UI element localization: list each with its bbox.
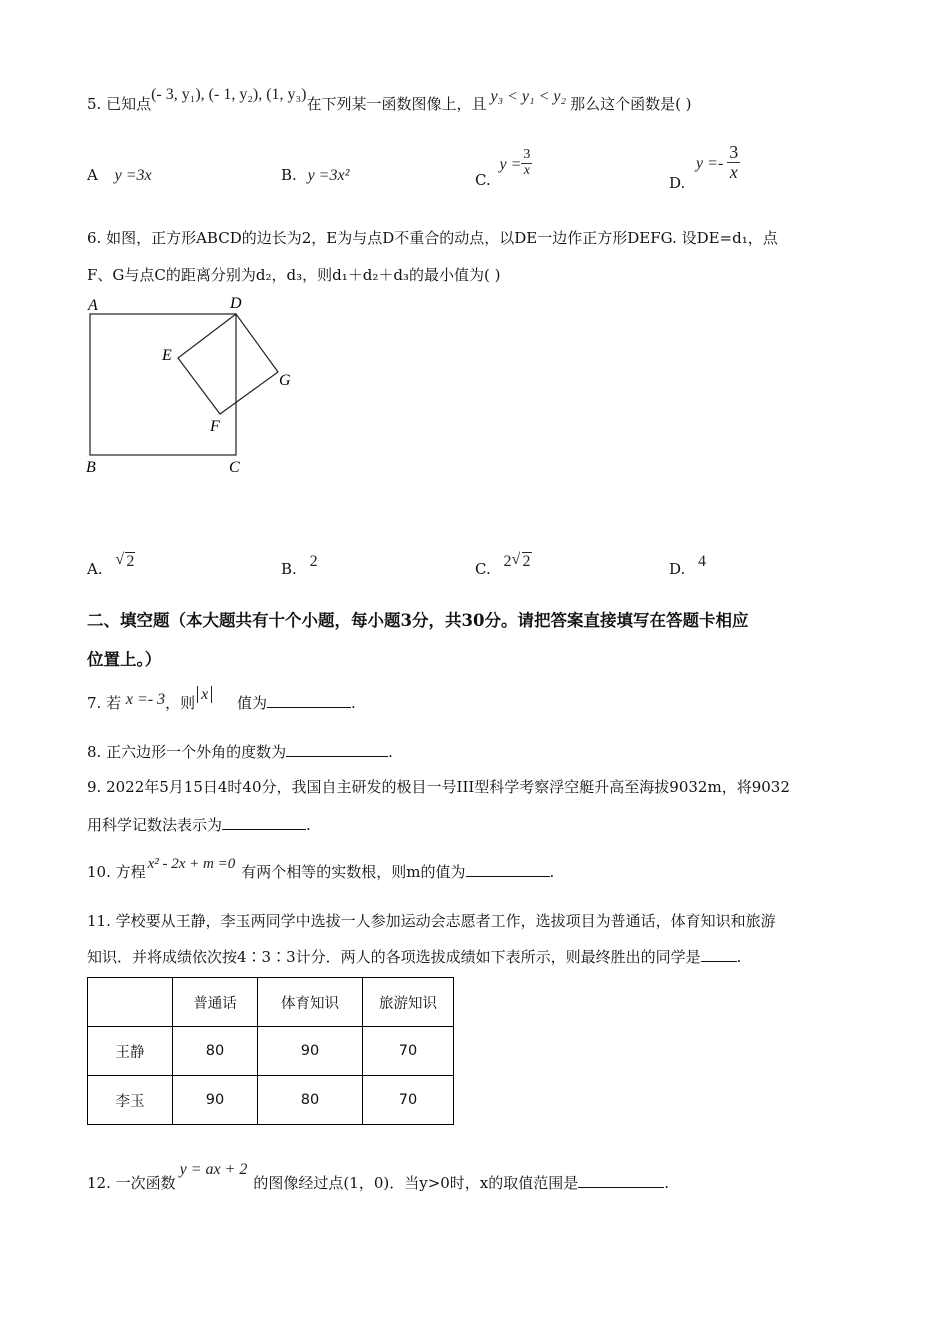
- table-cell: 70: [363, 1076, 454, 1125]
- q7-suffix: 值为: [237, 694, 268, 712]
- label-f: F: [210, 418, 220, 435]
- sqrt-expr: [115, 553, 135, 571]
- table-header-cell: 普通话: [173, 978, 258, 1027]
- option-expr: y =3x: [114, 167, 152, 184]
- q7-expr: x =- 3: [125, 691, 166, 708]
- q6-option-d: [669, 552, 707, 578]
- table-header-cell: 旅游知识: [363, 978, 454, 1027]
- q10-prefix: 10. 方程: [87, 863, 146, 881]
- table-cell: 90: [173, 1076, 258, 1125]
- q11-text: 知识．并将成绩依次按4∶3∶3计分．两人的各项选拔成绩如下表所示，则最终胜出的同学是: [87, 948, 701, 966]
- table-row: [88, 1076, 454, 1125]
- option-expr-left: y =-: [696, 155, 724, 173]
- sqrt-icon: √: [115, 551, 125, 568]
- label-e: E: [162, 347, 172, 364]
- period: .: [736, 948, 742, 966]
- option-expr: y =3x²: [307, 167, 350, 184]
- q5-condition: y₃ < y₁ < y₂: [490, 88, 567, 105]
- q6-figure: [82, 292, 302, 482]
- q5-option-d: [669, 142, 740, 193]
- q10-expr: x² - 2x + m =0: [147, 856, 236, 872]
- q8-text: 8. 正六边形一个外角的度数为: [87, 743, 287, 761]
- option-label: C.: [475, 560, 491, 578]
- answer-blank[interactable]: [578, 1173, 664, 1188]
- q9-line1: 9. 2022年5月15日4时40分，我国自主研发的极目一号III型科学考察浮空艇升高至海拔9032m，将9032: [87, 778, 790, 796]
- option-label: B.: [281, 166, 297, 184]
- label-d: D: [230, 295, 242, 312]
- q12-expr: y = ax + 2: [179, 1161, 248, 1178]
- label-a: A: [88, 297, 98, 314]
- fraction-num: 3: [523, 147, 531, 162]
- table-header-row: [88, 978, 454, 1027]
- q12-prefix: 12. 一次函数: [87, 1174, 176, 1192]
- q9-text: 用科学记数法表示为: [87, 816, 223, 834]
- option-label: A.: [87, 560, 103, 578]
- radicand: 2: [126, 553, 135, 570]
- table-cell: 王静: [88, 1027, 173, 1076]
- answer-blank[interactable]: [286, 742, 388, 757]
- q6-line2: F、G与点C的距离分别为d₂，d₃，则d₁＋d₂＋d₃的最小值为( ): [87, 266, 501, 284]
- sqrt-icon: √: [511, 551, 521, 568]
- q7-line: [87, 686, 356, 713]
- label-b: B: [86, 459, 96, 476]
- square-defg: [178, 314, 278, 414]
- option-expr-left: y =: [499, 156, 522, 174]
- table-cell: 80: [258, 1076, 363, 1125]
- q7-middle: ，则: [165, 694, 196, 712]
- q8-line: [87, 741, 393, 762]
- period: .: [306, 816, 311, 834]
- q5-prefix: 5. 已知点: [87, 95, 152, 113]
- period: .: [388, 743, 393, 761]
- option-label: A: [87, 166, 98, 184]
- score-table: [87, 977, 454, 1125]
- fraction: [727, 143, 740, 182]
- period: .: [664, 1174, 670, 1192]
- answer-blank[interactable]: [466, 862, 550, 877]
- q9-line2: [87, 814, 311, 835]
- period: .: [351, 694, 356, 712]
- fraction-num: 3: [729, 142, 739, 162]
- q5-option-b: [281, 166, 349, 185]
- q11-line2: [87, 946, 741, 967]
- option-value: 4: [698, 553, 707, 570]
- answer-blank[interactable]: [267, 693, 351, 708]
- option-label: D.: [669, 174, 686, 193]
- q6-option-b: [281, 552, 318, 578]
- q11-line1: 11. 学校要从王静，李玉两同学中选拔一人参加运动会志愿者工作，选拔项目为普通话，体育知识和旅游: [87, 912, 776, 930]
- table-row: [88, 1027, 454, 1076]
- period: .: [549, 863, 555, 881]
- table-header-cell: 体育知识: [258, 978, 363, 1027]
- option-label: B.: [281, 560, 297, 578]
- sqrt-expr: [512, 553, 532, 571]
- table-cell: 80: [173, 1027, 258, 1076]
- section2-title-line1: 二、填空题（本大题共有十个小题，每小题3分，共30分。请把答案直接填写在答题卡相应: [87, 611, 749, 630]
- q5-middle: 在下列某一函数图像上，且: [306, 95, 487, 113]
- table-cell: 李玉: [88, 1076, 173, 1125]
- q12-line: [87, 1161, 670, 1193]
- q10-suffix: 有两个相等的实数根，则m的值为: [241, 863, 466, 881]
- option-label: D.: [669, 560, 686, 578]
- section2-title-line2: 位置上。）: [87, 650, 162, 669]
- option-label: C.: [475, 171, 491, 190]
- fraction-den: x: [523, 162, 531, 178]
- q7-abs-expr: x: [197, 686, 212, 703]
- q5-option-a: [87, 166, 152, 185]
- table-header-cell: [88, 978, 173, 1027]
- option-coef: 2: [503, 553, 512, 570]
- q5-option-c: [475, 147, 532, 190]
- fraction: [521, 148, 532, 178]
- q10-line: [87, 856, 555, 882]
- radicand: 2: [522, 553, 531, 570]
- table-cell: 70: [363, 1027, 454, 1076]
- option-value: 2: [309, 553, 318, 570]
- answer-blank[interactable]: [222, 815, 306, 830]
- q5-suffix: 那么这个函数是( ): [570, 95, 692, 113]
- q5-points: (- 3, y₁), (- 1, y₂), (1, y₃): [151, 86, 307, 103]
- q6-option-a: [87, 551, 135, 578]
- table-cell: 90: [258, 1027, 363, 1076]
- q6-line1: 6. 如图，正方形ABCD的边长为2，E为与点D不重合的动点，以DE一边作正方形DEFG. 设DE=d₁，点: [87, 229, 778, 247]
- q6-option-c: [475, 551, 532, 578]
- q7-prefix: 7. 若: [87, 694, 122, 712]
- q12-suffix: 的图像经过点(1，0)．当y>0时，x的取值范围是: [253, 1174, 579, 1192]
- answer-blank[interactable]: [701, 947, 737, 962]
- q5-line: [87, 86, 692, 114]
- fraction-den: x: [729, 161, 738, 182]
- label-g: G: [279, 372, 291, 389]
- label-c: C: [229, 459, 240, 476]
